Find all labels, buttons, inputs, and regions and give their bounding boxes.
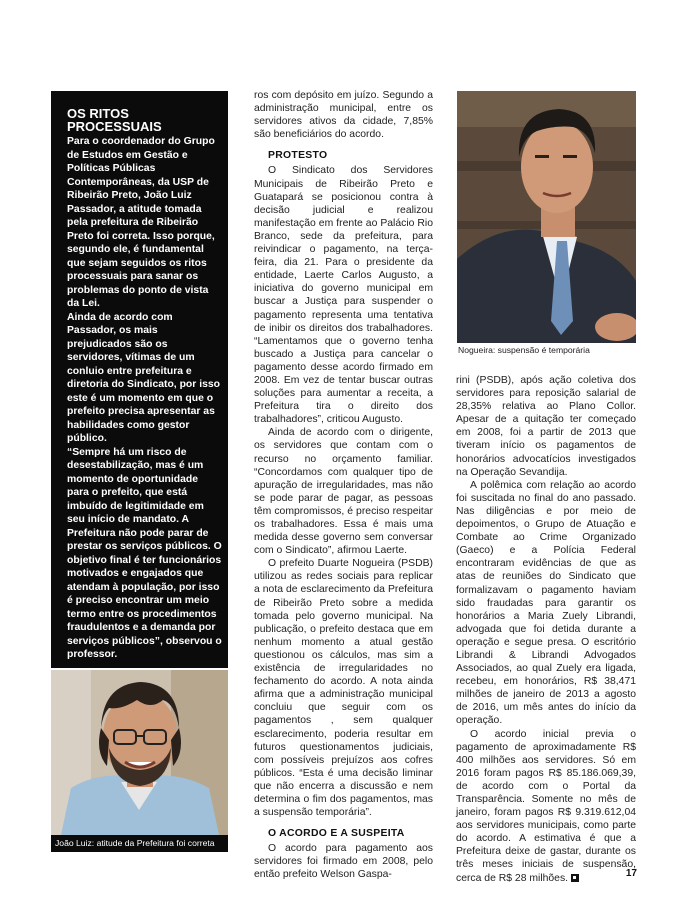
nogueira-photo [457, 91, 636, 343]
article-paragraph: O Sindicato dos Servidores Municipais de Ribeirão Preto e Guatapará se posicionou contra à decisão judicial e realizou manifestação em frente ao Palácio Rio Branco, sede da prefeitura, para reivindicar o pagamento, na terça-feira, dia 21. Para o presidente da entidade, Laerte Carlos Augusto, a iniciativa do governo municipal em buscar a Justiça para suspender o pagamento representa uma tentativa de inibir os direitos dos trabalhadores. “Lamentamos que o governo tenha buscado a Justiça para cancelar o pagamento desse acordo firmado em 2008. Em vez de tentar buscar outras soluções para aumentar a receita, a Prefeitura tira o direito dos trabalhadores”, criticou Augusto. [254, 165, 433, 426]
article-paragraph [456, 728, 636, 885]
nogueira-portrait [457, 91, 636, 343]
article-paragraph: ros com depósito em juízo. Segundo a administração municipal, entre os servidores ativos da cidade, 7,85% são beneficiários do acordo. [254, 90, 433, 141]
article-paragraph: Ainda de acordo com o dirigente, os servidores que contam com o recurso no orçamento familiar. “Concordamos com qualquer tipo de apuração de irregularidades, mas não se pode parar de pagar, as pessoas têm compromissos, é preciso respeitar os trabalhadores. Essa é mais uma medida desse governo sem conversar com o Sindicato”, afirmou Laerte. [254, 427, 433, 557]
article-column-right [456, 374, 636, 885]
article-paragraph: A polêmica com relação ao acordo foi suscitada no final do ano passado. Nas diligências e por meio de depoimentos, o Grupo de Atuação e Combate ao Crime Organizado (Gaeco) e a Polícia Federal encontraram evidências de que as atas de reuniões do Sindicato que formalizavam o pagamento haviam sido fraudadas para garantir os honorários a Maria Zuely Librandi, advogada que foi detida durante a operação e segue presa. O escritório Librandi & Librandi Advogados Associados, ao qual Zuely era ligada, recebeu, em honorários, R$ 38,471 milhões de janeiro de 2013 a agosto de 2016, um mês antes do início da operação. [456, 479, 636, 727]
section-heading-protesto: PROTESTO [268, 150, 328, 162]
article-paragraph: O acordo para pagamento aos servidores foi firmado em 2008, pelo então prefeito Welson Gaspa- [254, 843, 433, 881]
article-column-middle [254, 89, 433, 882]
joao-luiz-caption: João Luiz: atitude da Prefeitura foi correta [51, 835, 228, 852]
page-number: 17 [625, 868, 637, 879]
sidebar-paragraph: “Sempre há um risco de desestabilização, mas é um momento de oportunidade para o prefeito, que está imbuído de legitimidade em seu início de mandato. A Prefeitura não pode parar de prestar os serviços públicos. O objetivo final é ter funcionários motivados e engajados que atendam à população, por isso é preciso encontrar um meio termo entre os procedimentos fraudulentos e a demanda por serviços públicos”, observou o professor. [67, 446, 222, 660]
sidebar-body [67, 135, 222, 662]
sidebar-title: OS RITOS PROCESSUAIS [67, 106, 162, 134]
joao-luiz-portrait [51, 670, 228, 835]
end-of-article-icon [571, 874, 579, 882]
sidebar-paragraph: Ainda de acordo com Passador, os mais prejudicados são os servidores, vítimas de um conluio entre prefeitura e diretoria do Sindicato, por isso este é um momento em que o prefeito precisa apresentar as habilidades como gestor público. [67, 311, 220, 444]
article-paragraph: O prefeito Duarte Nogueira (PSDB) utilizou as redes sociais para replicar a nota de esclarecimento da Prefeitura de Ribeirão Preto sobre a medida tomada pelo governo municipal. Na publicação, o prefeito destaca que em nenhum momento a atual gestão questionou os cálculos, mas sim a existência de irregularidades no fechamento do acordo. A nota ainda afirma que a administração municipal concluiu que seguir com os pagamentos , sem qualquer esclarecimento, poderia resultar em futuros questionamentos judiciais, com possíveis prejuízos aos cofres públicos. “Esta é uma decisão liminar que não encerra a discussão e nem determina o fim dos pagamentos, mas a suspensão temporária”. [254, 558, 433, 819]
section-heading-acordo: O ACORDO E A SUSPEITA [268, 828, 405, 840]
article-paragraph: rini (PSDB), após ação coletiva dos servidores para reposição salarial de 28,35% relativa ao Plano Collor. Apesar de a quitação ter começado em 2008, foi a partir de 2013 que tiveram início os pagamentos de honorários advocatícios investigados na Operação Sevandija. [456, 375, 636, 478]
article-paragraph-text: O acordo inicial previa o pagamento de aproximadamente R$ 400 milhões aos servidores. Só em 2016 foram pagos R$ 85.186.069,39, de acordo com o Portal da Transparência. Somente no mês de janeiro, foram pagos R$ 9.319.612,04 aos servidores municipais, como parte do acordo. A estimativa é que a Prefeitura deixe de gastar, durante os três meses iniciais de suspensão, cerca de R$ 28 milhões. [456, 728, 636, 884]
sidebar-paragraph: Para o coordenador do Grupo de Estudos em Gestão e Políticas Públicas Contemporâneas, da USP de Ribeirão Preto, João Luiz Passador, a atitude tomada pela prefeitura de Ribeirão Preto foi correta. Isso porque, segundo ele, é fundamental que sejam seguidos os ritos processuais para sanar os problemas do ponto de vista da Lei. [67, 136, 215, 309]
joao-luiz-photo [51, 670, 228, 835]
nogueira-caption: Nogueira: suspensão é temporária [458, 345, 590, 355]
